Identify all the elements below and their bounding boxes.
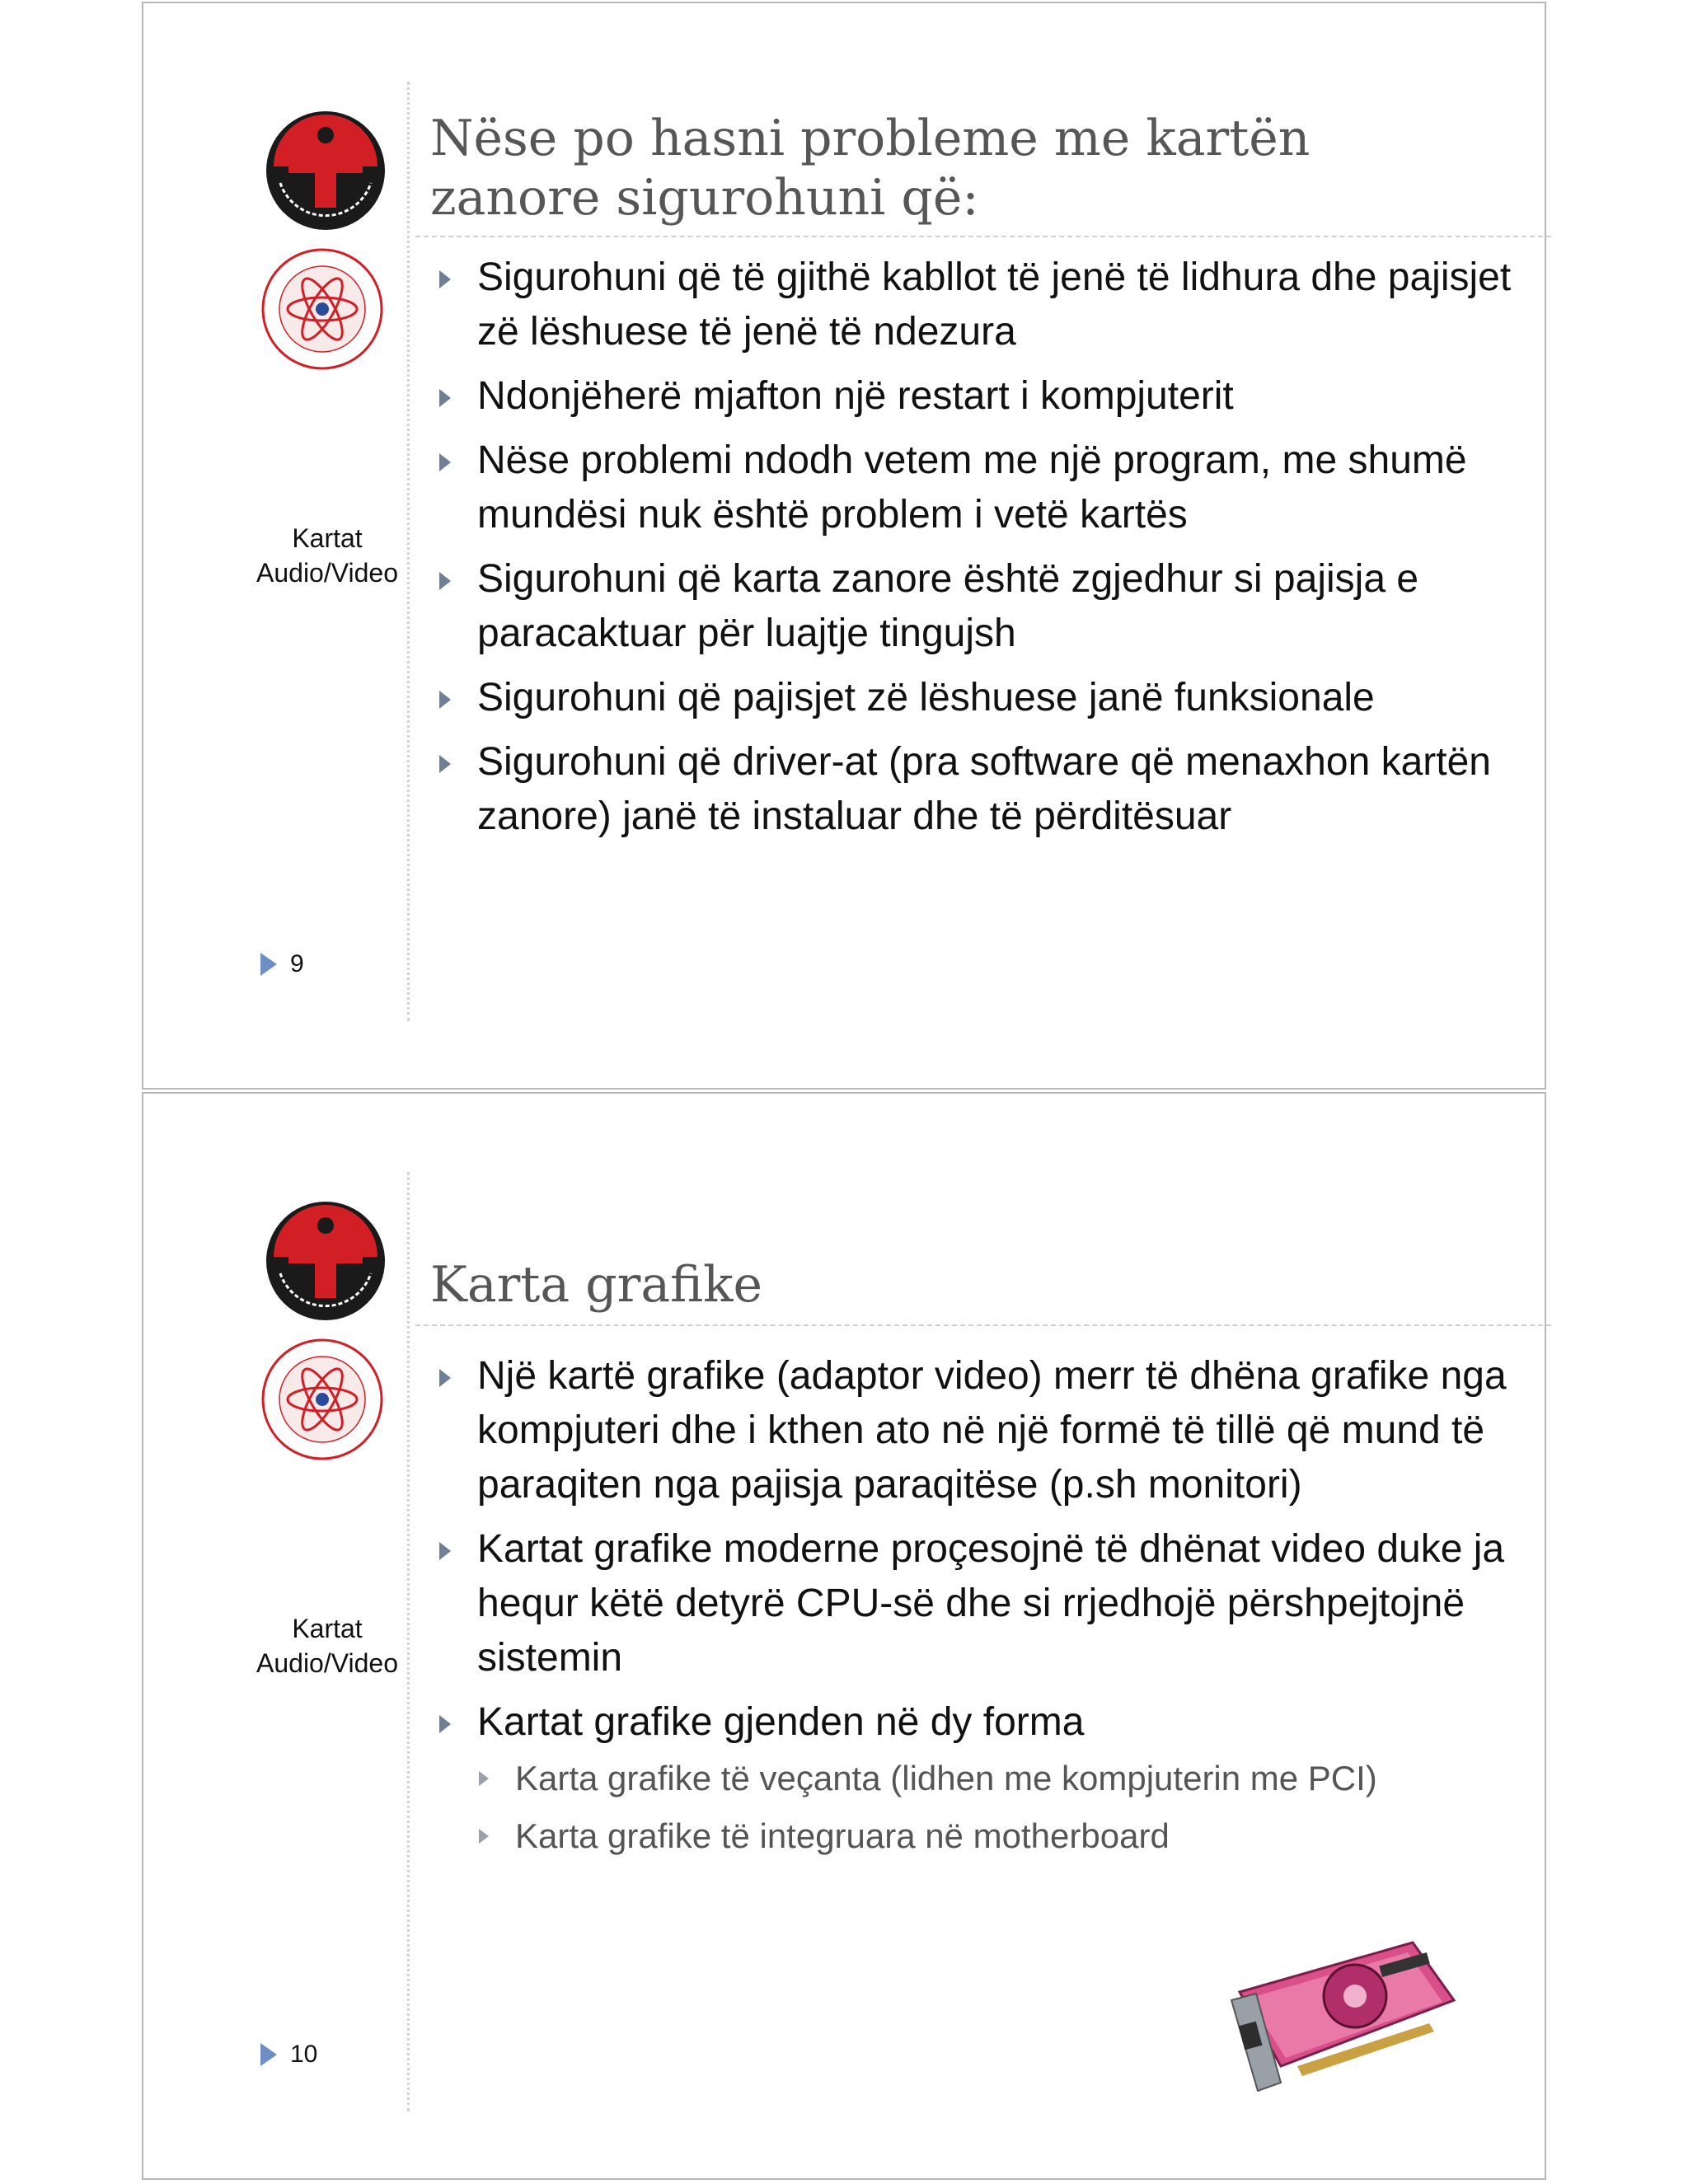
bullet-item: Kartat grafike moderne proçesojnë të dhënat video duke ja hequr këtë detyrë CPU-së dhe si rrjedhojë përshpejtojnë sistemin xyxy=(436,1522,1528,1685)
slide-10 xyxy=(142,1092,1546,2180)
side-label-line1: Kartat xyxy=(292,1614,363,1643)
side-label xyxy=(236,521,419,590)
bullet-icon xyxy=(439,270,451,288)
bullet-icon xyxy=(439,755,451,773)
bullet-icon xyxy=(439,691,451,709)
sub-bullet-icon xyxy=(479,1829,489,1844)
bullet-icon xyxy=(439,389,451,407)
title-line1: Nëse po hasni probleme me kartën xyxy=(430,110,1311,167)
side-label-line1: Kartat xyxy=(292,523,363,553)
sub-bullet-icon xyxy=(479,1771,489,1786)
slide-title xyxy=(430,1255,1419,1315)
page-number-text: 10 xyxy=(290,2041,318,2068)
bullet-list xyxy=(436,251,1528,854)
page-marker-icon xyxy=(260,2043,277,2066)
title-divider xyxy=(415,1324,1551,1326)
bullet-item: Sigurohuni që pajisjet zë lëshuese janë funksionale xyxy=(436,671,1528,725)
sub-bullet-item: Karta grafike të integruara në motherboard xyxy=(477,1812,1528,1860)
bullet-item: Sigurohuni që driver-at (pra software që menaxhon kartën zanore) janë të instaluar dhe të përditësuar xyxy=(436,735,1528,844)
university-of-tirana-logo xyxy=(264,1199,387,1323)
title-divider xyxy=(415,236,1551,237)
side-label-line2: Audio/Video xyxy=(256,558,398,588)
bullet-icon xyxy=(439,572,451,590)
bullet-item: Ndonjëherë mjafton një restart i kompjuterit xyxy=(436,369,1528,424)
bullet-icon xyxy=(439,1369,451,1387)
university-of-tirana-logo xyxy=(264,109,387,232)
bullet-item: Sigurohuni që karta zanore është zgjedhur si pajisja e paracaktuar për luajtje tingujsh xyxy=(436,552,1528,661)
graphics-card-image xyxy=(1223,1926,1462,2099)
slide-title xyxy=(430,109,1419,227)
slide-9 xyxy=(142,2,1546,1090)
sub-bullet-list xyxy=(477,1755,1528,1860)
page-number xyxy=(260,2040,317,2069)
bullet-icon xyxy=(439,453,451,471)
bullet-item: Një kartë grafike (adaptor video) merr të dhëna grafike nga kompjuteri dhe i kthen ato në një formë të tillë që mund të paraqiten nga pajisja paraqitëse (p.sh monitori) xyxy=(436,1349,1528,1512)
faculty-atom-logo xyxy=(260,1338,384,1461)
bullet-list xyxy=(436,1349,1528,1870)
title-line1: Karta grafike xyxy=(430,1256,762,1314)
page-number xyxy=(260,949,304,979)
page-marker-icon xyxy=(260,953,277,976)
bullet-icon xyxy=(439,1715,451,1733)
page-number-text: 9 xyxy=(290,950,304,977)
faculty-atom-logo xyxy=(260,247,384,371)
bullet-item: Nëse problemi ndodh vetem me një program, me shumë mundësi nuk është problem i vetë kartës xyxy=(436,434,1528,542)
title-line2: zanore sigurohuni që: xyxy=(430,169,979,227)
bullet-item: Kartat grafike gjenden në dy forma Karta grafike të veçanta (lidhen me kompjuterin me PCI) Karta grafike të integruara në motherboard xyxy=(436,1695,1528,1860)
side-label xyxy=(236,1611,419,1680)
sub-bullet-item: Karta grafike të veçanta (lidhen me kompjuterin me PCI) xyxy=(477,1755,1528,1802)
side-label-line2: Audio/Video xyxy=(256,1648,398,1678)
bullet-item: Sigurohuni që të gjithë kabllot të jenë të lidhura dhe pajisjet zë lëshuese të jenë të ndezura xyxy=(436,251,1528,359)
bullet-icon xyxy=(439,1542,451,1560)
